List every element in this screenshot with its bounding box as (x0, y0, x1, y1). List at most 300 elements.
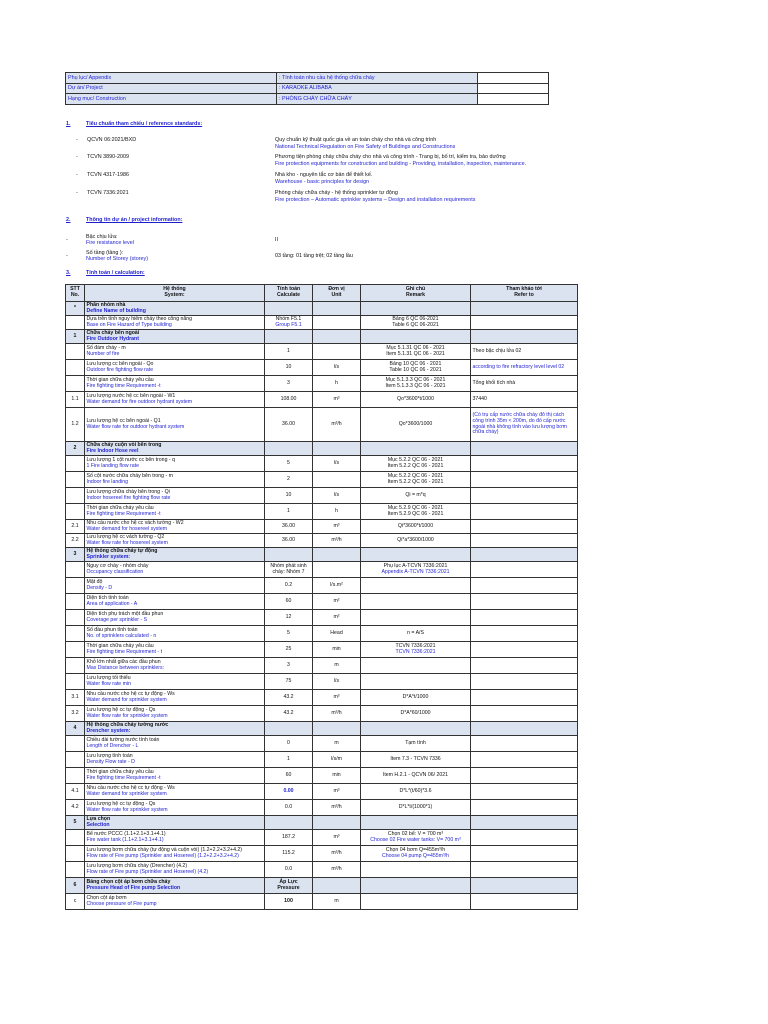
calculate-value: 25 (285, 645, 292, 652)
system-description (85, 610, 265, 626)
refer-cell (471, 736, 578, 752)
description-en: Indoor fire landing (86, 478, 129, 485)
description-vi: Bảng chọn cột áp bơm chữa cháy (86, 878, 171, 885)
description-en: Fire fighting time Requirement -t (86, 382, 161, 389)
table-row (66, 674, 578, 690)
row-number (66, 344, 85, 360)
remark-cell (361, 594, 471, 610)
calculate-value: 1 (287, 755, 290, 762)
description-vi: Số cột nước chữa cháy bên trong - m (86, 472, 173, 479)
remark-cell (361, 360, 471, 376)
unit-cell: h (313, 376, 361, 392)
description-en: Fire fighting time Requirement -t (86, 510, 161, 517)
unit-cell (313, 344, 361, 360)
refer-cell (471, 690, 578, 706)
unit-cell: m³ (313, 392, 361, 408)
system-description (85, 894, 265, 910)
calculate-value: 75 (285, 677, 292, 684)
description-vi: Phân nhóm nhà (86, 301, 126, 308)
refer-cell (471, 488, 578, 504)
blank-cell (471, 442, 578, 456)
remark-text: Item 7.3 - TCVN 7336 (390, 755, 441, 762)
system-description (85, 548, 265, 562)
description-vi: Lưu lượng hệ cc tự động - Qs (86, 800, 156, 807)
system-description (85, 578, 265, 594)
column-header-text: System: (164, 292, 185, 298)
row-number: 1.2 (66, 408, 85, 442)
unit-cell: l/s.m² (313, 578, 361, 594)
row-number (66, 472, 85, 488)
description-en: Define Name of building (86, 307, 146, 314)
remark-text: Mục 5.2.2 QC 06 - 2021 (387, 472, 444, 479)
calculate-cell (265, 642, 313, 658)
standard-dash: - (76, 172, 78, 178)
group-row (66, 722, 578, 736)
remark-cell (361, 642, 471, 658)
calculate-cell (265, 658, 313, 674)
refer-cell: (Có trụ cấp nước chữa cháy đô thị cách công trình 35m < 200m, do đó cấp nước ngoài nhà không tính vào lưu lượng bơm chữa cháy) (471, 408, 578, 442)
calculate-cell (265, 674, 313, 690)
row-number: 2 (66, 442, 85, 456)
section-1-title: Tiêu chuẩn tham chiếu / reference standards: (86, 121, 203, 127)
group-row (66, 548, 578, 562)
row-number (66, 768, 85, 784)
table-row (66, 642, 578, 658)
remark-cell (361, 488, 471, 504)
column-header-text: Tính toán (276, 286, 301, 293)
remark-cell (361, 894, 471, 910)
column-header-text: Remark (405, 292, 426, 298)
description-vi: Thời gian chữa cháy yêu cầu (86, 376, 154, 383)
calculate-value: 10 (285, 491, 292, 498)
blank-cell (471, 722, 578, 736)
row-number (66, 830, 85, 846)
table-row (66, 658, 578, 674)
remark-text: Qi*a*3600/1000 (397, 536, 434, 543)
refer-cell (471, 862, 578, 878)
remark-text-2: Appendix A-TCVN 7336:2021 (381, 568, 450, 575)
calculate-value: 5 (287, 459, 290, 466)
table-row (66, 752, 578, 768)
unit-cell: m (313, 894, 361, 910)
table-row (66, 472, 578, 488)
row-number: * (66, 302, 85, 316)
refer-cell: Theo bậc chịu lửa 02 (471, 344, 578, 360)
remark-cell (361, 658, 471, 674)
system-description (85, 488, 265, 504)
calculate-cell (265, 316, 313, 330)
table-row (66, 504, 578, 520)
calculate-cell (265, 562, 313, 578)
table-row (66, 578, 578, 594)
description-vi: Lưu lượng tối thiểu (86, 674, 131, 681)
remark-cell (361, 784, 471, 800)
calculate-value: 36.00 (282, 420, 295, 427)
row-number: 2.2 (66, 534, 85, 548)
header-label: Hạng mục/ Construction (66, 94, 277, 105)
column-header (471, 285, 578, 302)
refer-cell (471, 472, 578, 488)
unit-cell: m³/h (313, 862, 361, 878)
unit-cell: l/s (313, 674, 361, 690)
calculate-cell (265, 894, 313, 910)
table-row (66, 408, 578, 442)
group-row (66, 330, 578, 344)
calculate-value: 36.00 (282, 536, 295, 543)
calculate-cell (265, 534, 313, 548)
description-en: Flow rate of Fire pump (Sprinkler and Hosereel) (1.2+2.2+3.2+4.2) (86, 852, 239, 859)
column-header (85, 285, 265, 302)
refer-cell (471, 626, 578, 642)
description-en: Water demand for hosereel system (86, 525, 168, 532)
row-number: 2.1 (66, 520, 85, 534)
column-header (361, 285, 471, 302)
calculate-value: 0.0 (284, 803, 293, 810)
calculate-cell (265, 706, 313, 722)
description-en: Water demand for fire outdoor hydrant system (86, 398, 193, 405)
remark-cell (361, 578, 471, 594)
table-row (66, 690, 578, 706)
remark-text-2: Choose 04 pump Q=455m³/h (381, 852, 450, 859)
row-number (66, 752, 85, 768)
refer-cell (471, 846, 578, 862)
calculate-cell (265, 472, 313, 488)
system-description (85, 846, 265, 862)
unit-cell: m² (313, 594, 361, 610)
column-header-text: Ghi chú (405, 286, 426, 293)
description-en: Pressure Head of Fire pump Selection (86, 884, 181, 891)
description-vi: Số đầu phun tính toán (86, 626, 138, 633)
calculate-cell (265, 784, 313, 800)
unit-cell: m³/h (313, 846, 361, 862)
remark-cell (361, 392, 471, 408)
row-number: 1.1 (66, 392, 85, 408)
refer-cell (471, 578, 578, 594)
table-row (66, 360, 578, 376)
system-description (85, 706, 265, 722)
column-header-text: Đơn vị (328, 286, 345, 293)
description-vi: Chữa cháy cuộn vòi bên trong (86, 441, 162, 448)
calculate-cell (265, 862, 313, 878)
info-label-vi: Bậc chịu lửa: (86, 234, 118, 240)
calculate-value: Nhóm phát sinh (270, 562, 307, 569)
standard-title-en: Fire protection equipments for construction and building - Providing, installation, inspection, maintenance. (275, 161, 527, 167)
system-description (85, 658, 265, 674)
remark-cell (361, 562, 471, 578)
header-value: : KARAOKE ALIBABA (277, 83, 478, 94)
refer-cell: according to fire refractory level level 02 (471, 360, 578, 376)
info-dash: - (66, 237, 68, 243)
remark-cell (361, 376, 471, 392)
description-en: Coverage per sprinkler - S (86, 616, 148, 623)
unit-cell: l/s/m (313, 752, 361, 768)
remark-text: Bảng 10 QC 06 - 2021 (389, 360, 442, 367)
unit-cell: min (313, 768, 361, 784)
blank-cell (265, 302, 313, 316)
description-en: Choose pressure of Fire pump (86, 900, 157, 907)
system-description (85, 626, 265, 642)
calculate-value: Áp Lực (279, 878, 298, 885)
refer-cell (471, 456, 578, 472)
column-header-text: Hệ thống (163, 286, 186, 293)
row-number (66, 456, 85, 472)
row-number: 3.2 (66, 706, 85, 722)
remark-text-2: Item 5.1.3.3 QC 06 - 2021 (385, 382, 446, 389)
description-en: Indoor hosereel fire fighting flow rate (86, 494, 171, 501)
row-number (66, 610, 85, 626)
info-value: II (275, 237, 278, 243)
description-vi: Nguy cơ cháy - nhóm cháy (86, 562, 149, 569)
calculate-value: 0 (287, 739, 290, 746)
row-number (66, 862, 85, 878)
blank-cell (265, 330, 313, 344)
description-en: Fire fighting time Requirement -t (86, 774, 161, 781)
table-row (66, 456, 578, 472)
calculate-cell (265, 800, 313, 816)
system-description (85, 360, 265, 376)
table-row (66, 706, 578, 722)
remark-text: Qi = m*q (405, 491, 426, 498)
description-en: Length of Drencher - L (86, 742, 139, 749)
description-vi: Khỏ lớn nhất giữa các đầu phun (86, 658, 161, 665)
description-en: Water flow rate for sprinkler system (86, 712, 168, 719)
description-en: Base on Fire Hazard of Type building (86, 321, 172, 328)
remark-cell (361, 862, 471, 878)
section-2-number: 2. (66, 217, 71, 223)
description-en: Density Flow rate - D (86, 758, 135, 765)
unit-cell: l/s (313, 456, 361, 472)
row-number (66, 846, 85, 862)
table-row (66, 862, 578, 878)
calculate-value: 60 (285, 771, 292, 778)
system-description (85, 504, 265, 520)
remark-text: Chọn 02 bể: V = 700 m³ (387, 830, 444, 837)
calculate-value-2: cháy: Nhóm 7 (272, 568, 305, 575)
remark-text-2: Item 5.2.9 QC 06 - 2021 (387, 510, 444, 517)
calculate-cell (265, 376, 313, 392)
description-en: Outdoor fire fighting flow rate (86, 366, 154, 373)
row-number (66, 488, 85, 504)
calculation-table (65, 284, 578, 910)
calculate-cell (265, 830, 313, 846)
header-value: : Tính toán nhu cầu hệ thống chữa cháy (277, 73, 478, 84)
system-description (85, 768, 265, 784)
remark-cell (361, 626, 471, 642)
calculate-cell (265, 736, 313, 752)
description-vi: Nhu cầu nước cho hệ cc tự động - Ws (86, 690, 175, 697)
header-blank-cell (478, 73, 549, 84)
section-2-title: Thông tin dự án / project information: (86, 217, 183, 223)
calculate-cell (265, 360, 313, 376)
refer-cell (471, 562, 578, 578)
standard-code: TCVN 4317-1986 (87, 172, 129, 178)
section-1-number: 1. (66, 121, 71, 127)
unit-cell: m³ (313, 830, 361, 846)
remark-text: D*A*t/1000 (402, 693, 429, 700)
refer-cell (471, 830, 578, 846)
calculate-value-2: Pressure (277, 884, 300, 891)
row-number (66, 594, 85, 610)
unit-cell: m² (313, 610, 361, 626)
description-vi: Lưu lượng nước hệ cc bên ngoài - W1 (86, 392, 176, 399)
table-row (66, 520, 578, 534)
unit-cell: l/s (313, 488, 361, 504)
calculate-cell (265, 752, 313, 768)
system-description (85, 472, 265, 488)
standard-dash: - (76, 137, 78, 143)
unit-cell: h (313, 504, 361, 520)
blank-cell (361, 816, 471, 830)
header-blank-cell (478, 94, 549, 105)
column-header-text: STT (70, 286, 80, 293)
standard-title-vi: Phòng cháy chữa cháy - hệ thống sprinkler tự động (275, 190, 398, 196)
description-vi: Lưu lượng hệ cc vách tường - Q2 (86, 533, 165, 540)
row-number: c (66, 894, 85, 910)
calculate-cell (265, 594, 313, 610)
blank-cell (471, 878, 578, 894)
calculate-cell (265, 690, 313, 706)
remark-text: Mục 5.1.31 QC 06 - 2021 (386, 344, 445, 351)
calculate-cell (265, 344, 313, 360)
description-vi: Lưu lượng hệ cc tự động - Qs (86, 706, 156, 713)
system-description (85, 816, 265, 830)
description-en: Flow rate of Fire pump (Sprinkler and Hosereel) (4.2) (86, 868, 209, 875)
header-row (66, 73, 549, 84)
blank-cell (313, 442, 361, 456)
description-vi: Bể nước PCCC (1.1+2.1+3.1+4.1) (86, 830, 166, 837)
description-en: Water flow rate for outdoor hydrant system (86, 423, 185, 430)
description-en: Fire Outdoor Hydrant (86, 335, 139, 342)
refer-cell (471, 642, 578, 658)
remark-cell (361, 752, 471, 768)
blank-cell (265, 816, 313, 830)
calculate-value: 0.00 (283, 787, 294, 794)
info-label-vi: Số tầng (tầng ): (86, 250, 124, 256)
calculate-cell (265, 610, 313, 626)
description-en: Area of application - A (86, 600, 138, 607)
system-description (85, 302, 265, 316)
system-description (85, 330, 265, 344)
refer-cell (471, 658, 578, 674)
calculate-value: 187.2 (282, 833, 295, 840)
remark-cell (361, 736, 471, 752)
table-row (66, 800, 578, 816)
system-description (85, 878, 265, 894)
remark-text-2: Table 6 QC 06-2021 (392, 321, 439, 328)
row-number: 6 (66, 878, 85, 894)
system-description (85, 784, 265, 800)
description-vi: Lưu lượng hệ cc bên ngoài - Q1 (86, 417, 161, 424)
blank-cell (265, 722, 313, 736)
system-description (85, 392, 265, 408)
calculate-value: 36.00 (282, 522, 295, 529)
remark-cell (361, 846, 471, 862)
unit-cell: m³/h (313, 706, 361, 722)
blank-cell (265, 548, 313, 562)
remark-cell (361, 504, 471, 520)
calculate-value: 0.2 (284, 581, 293, 588)
system-description (85, 456, 265, 472)
calculate-value: 60 (285, 597, 292, 604)
row-number (66, 642, 85, 658)
system-description (85, 642, 265, 658)
row-number: 4.2 (66, 800, 85, 816)
calculate-value: 43.2 (283, 693, 294, 700)
remark-cell (361, 316, 471, 330)
remark-cell (361, 768, 471, 784)
unit-cell: m³/h (313, 408, 361, 442)
standard-code: TCVN 3890-2009 (87, 154, 129, 160)
column-header-text: Refer to (514, 292, 534, 298)
remark-text: Qo*3600/1000 (398, 420, 433, 427)
system-description (85, 690, 265, 706)
description-vi: Lưu lượng tính toán (86, 752, 133, 759)
row-number (66, 658, 85, 674)
info-dash: - (66, 253, 68, 259)
calculate-value: 5 (287, 629, 290, 636)
calculate-value: 1 (287, 347, 290, 354)
remark-cell (361, 830, 471, 846)
description-vi: Thời gian chữa cháy yêu cầu (86, 504, 154, 511)
blank-cell (361, 302, 471, 316)
description-vi: Lưu lượng bơm chữa cháy (tự động và cuộn vòi) (1.2+2.2+3.2+4.2) (86, 846, 243, 853)
blank-cell (471, 816, 578, 830)
description-en: Fire fighting time Requirement - t (86, 648, 163, 655)
system-description (85, 800, 265, 816)
calculate-value: 2 (287, 475, 290, 482)
unit-cell: Head (313, 626, 361, 642)
system-description (85, 674, 265, 690)
remark-text: n = A/S (407, 629, 424, 636)
row-number (66, 376, 85, 392)
blank-cell (265, 442, 313, 456)
refer-cell (471, 784, 578, 800)
description-en: Sprinkler system: (86, 553, 131, 560)
blank-cell (313, 302, 361, 316)
table-row (66, 562, 578, 578)
calculate-value: 1 (287, 507, 290, 514)
description-vi: Lưu lượng chữa cháy bên trong - Qi (86, 488, 170, 495)
description-en: Water demand for sprinkler system (86, 696, 167, 703)
column-header-text: No. (70, 292, 80, 298)
system-description (85, 862, 265, 878)
system-description (85, 752, 265, 768)
unit-cell (313, 316, 361, 330)
system-description (85, 830, 265, 846)
description-vi: Lựa chọn (86, 815, 111, 822)
remark-cell (361, 706, 471, 722)
calculate-cell (265, 578, 313, 594)
description-vi: Lưu lượng bơm chữa cháy (Drencher) (4.2) (86, 862, 188, 869)
system-description (85, 408, 265, 442)
calculate-value: Nhóm F5.1 (275, 315, 302, 322)
standard-dash: - (76, 190, 78, 196)
calculate-value: 43.2 (283, 709, 294, 716)
description-vi: Diện tích phụ trách một đầu phun (86, 610, 164, 617)
remark-text-2: Item 5.1.31 QC 06 - 2021 (386, 350, 445, 357)
unit-cell: l/s (313, 360, 361, 376)
description-vi: Nhu cầu nước cho hệ cc tự động - Ws (86, 784, 175, 791)
row-number: 4 (66, 722, 85, 736)
calculate-value: 3 (287, 661, 290, 668)
remark-cell (361, 534, 471, 548)
refer-cell (471, 800, 578, 816)
table-row (66, 784, 578, 800)
refer-cell: 37440 (471, 392, 578, 408)
description-vi: Diện tích tính toán (86, 594, 129, 601)
remark-text: D*A*60/1000 (400, 709, 431, 716)
refer-cell (471, 706, 578, 722)
